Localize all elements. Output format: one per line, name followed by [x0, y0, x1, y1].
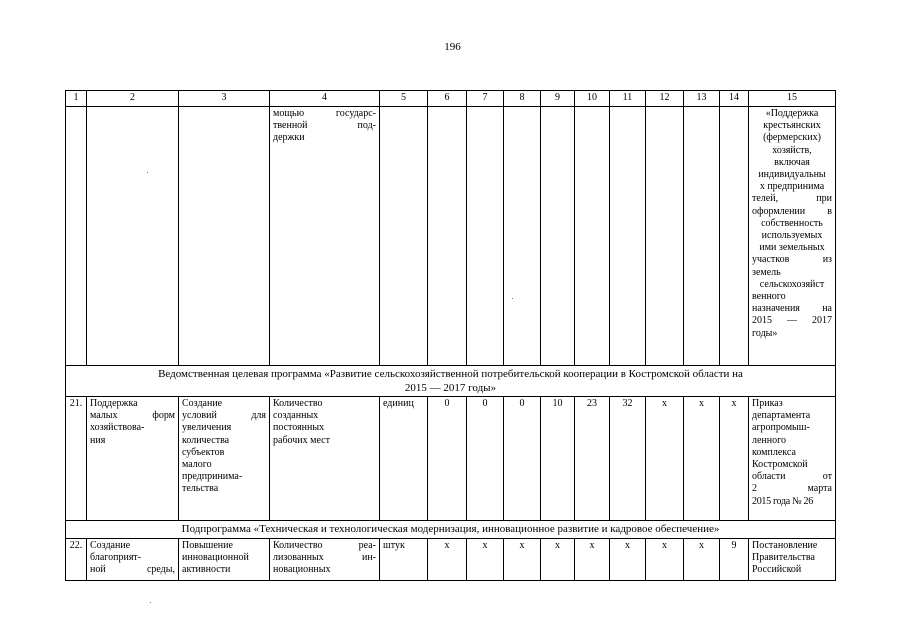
value-cell: 0: [467, 397, 504, 521]
col-header: 2: [87, 91, 179, 107]
value-cell: х: [646, 397, 684, 521]
value-cell: х: [684, 397, 720, 521]
value-cell: х: [610, 539, 646, 581]
measure-cell: Создание благоприят- ной среды,: [87, 539, 179, 581]
source-document-cell: «Поддержка крестьянских (фермерских) хозяйств, включая индивидуальны х предпринима телей, при оформлении в собственность используемых ими земельных участков из земель сельскохозяйст венного назначения на 2015 — 2017 годы»: [749, 107, 836, 366]
goal-cell: Создание условий для увеличения количества субъектов малого предпринима- тельства: [179, 397, 270, 521]
source-document-cell: Постановление Правительства Российской: [749, 539, 836, 581]
col-header: 10: [575, 91, 610, 107]
unit-cell: единиц: [380, 397, 428, 521]
value-cell: х: [541, 539, 575, 581]
table-row: [66, 539, 836, 581]
value-cell: 32: [610, 397, 646, 521]
scan-speck: [150, 602, 151, 603]
col-header: 14: [720, 91, 749, 107]
col-header: 9: [541, 91, 575, 107]
row-number: 22.: [66, 539, 87, 581]
value-cell: х: [575, 539, 610, 581]
measure-cell: Поддержка малых форм хозяйствова- ния: [87, 397, 179, 521]
section-title: Ведомственная целевая программа «Развитие сельскохозяйственной потребительской кооперации в Костромской области на 2015 — 2017 годы»: [66, 366, 836, 397]
value-cell: 0: [428, 397, 467, 521]
value-cell: х: [428, 539, 467, 581]
column-number-row: [66, 91, 836, 107]
table-row: [66, 397, 836, 521]
col-header: 4: [270, 91, 380, 107]
row-number: 21.: [66, 397, 87, 521]
col-header: 3: [179, 91, 270, 107]
section-title: Подпрограмма «Техническая и технологическая модернизация, инновационное развитие и кадровое обеспечение»: [66, 521, 836, 539]
col-header: 8: [504, 91, 541, 107]
col-header: 1: [66, 91, 87, 107]
scan-speck: [147, 172, 148, 173]
indicator-cell: Количество созданных постоянных рабочих мест: [270, 397, 380, 521]
source-document-cell: Приказ департамента агропромыш- ленного комплекса Костромской области от 2 марта 2015 года № 26: [749, 397, 836, 521]
indicator-cell: Количество реа- лизованных ин- новационных: [270, 539, 380, 581]
section-header-row: [66, 521, 836, 539]
value-cell: х: [720, 397, 749, 521]
unit-cell: штук: [380, 539, 428, 581]
table-row-continued: [66, 107, 836, 366]
value-cell: х: [504, 539, 541, 581]
col-header: 11: [610, 91, 646, 107]
page-number: 196: [444, 41, 461, 53]
indicator-cell: мощью государс- твенной под- держки: [270, 107, 380, 366]
col-header: 7: [467, 91, 504, 107]
value-cell: 10: [541, 397, 575, 521]
value-cell: х: [467, 539, 504, 581]
goal-cell: Повышение инновационной активности: [179, 539, 270, 581]
value-cell: 0: [504, 397, 541, 521]
indicators-table: [65, 90, 836, 581]
value-cell: х: [684, 539, 720, 581]
col-header: 5: [380, 91, 428, 107]
section-header-row: [66, 366, 836, 397]
col-header: 13: [684, 91, 720, 107]
value-cell: х: [646, 539, 684, 581]
value-cell: 23: [575, 397, 610, 521]
col-header: 6: [428, 91, 467, 107]
value-cell: 9: [720, 539, 749, 581]
col-header: 12: [646, 91, 684, 107]
col-header: 15: [749, 91, 836, 107]
scan-speck: [512, 298, 513, 299]
